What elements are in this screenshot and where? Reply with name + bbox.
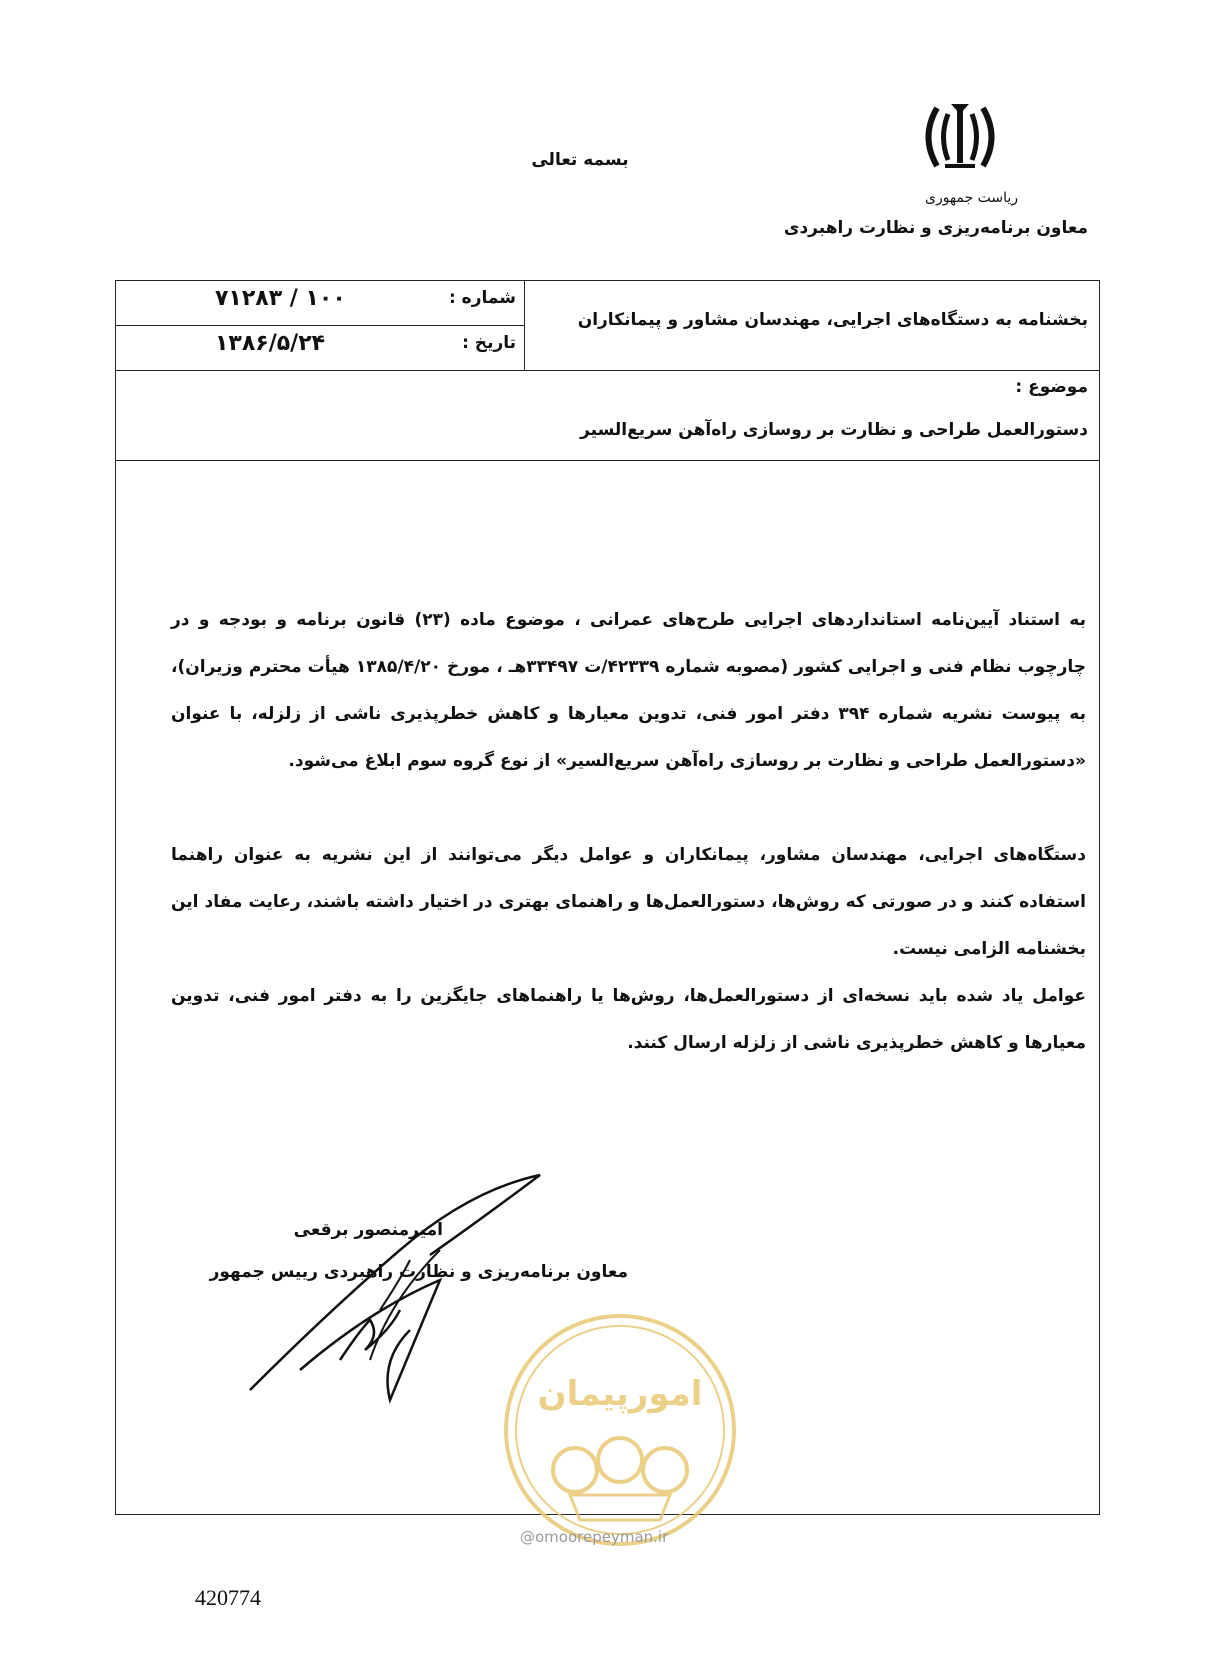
date-label: تاریخ : bbox=[462, 333, 516, 353]
iran-emblem-icon bbox=[915, 100, 1005, 175]
divider-line bbox=[115, 370, 1100, 371]
stamp-seal bbox=[500, 1310, 740, 1550]
body-paragraph-3: عوامل یاد شده باید نسخه‌ای از دستورالعمل‌ها، روش‌ها یا راهنماهای جایگزین را به دفتر امور فنی، تدوین معیارها و کاهش خطرپذیری ناشی از زلزله ارسال کنند. bbox=[171, 986, 1086, 1053]
number-date-divider bbox=[115, 325, 525, 326]
p1-before: به استناد آیین‌نامه استانداردهای اجرایی طرح‌های عمرانی ، موضوع ماده (۲۳) قانون برنامه و بودجه و در چارچوب نظام فنی و اجرایی کشور (مصوبه شماره ۴۲۳۳۹/ت ۳۳۴۹۷هـ ، مورخ ۱۳۸۵/۴/۲۰ هیأت محترم وزیران)، به پیوست نشریه شماره ۳۹۴ دفتر امور فنی، تدوین معیارها و کاهش خطرپذیری ناشی از زلزله، با عنوان « bbox=[171, 610, 1086, 771]
date-value: ۱۳۸۶/۵/۲۴ bbox=[215, 331, 326, 356]
divider-line bbox=[115, 460, 1100, 461]
deputy-office-title: معاون برنامه‌ریزی و نظارت راهبردی bbox=[783, 218, 1088, 238]
stamp-text: امورپیمان bbox=[537, 1374, 703, 1414]
p1-title: دستورالعمل طراحی و نظارت بر روسازی راه‌آهن سریع‌السیر bbox=[567, 751, 1076, 771]
presidency-label: ریاست جمهوری bbox=[924, 190, 1018, 206]
subject-text: دستورالعمل طراحی و نظارت بر روسازی راه‌آهن سریع‌السیر bbox=[580, 420, 1088, 440]
number-value: ۱۰۰ / ۷۱۲۸۳ bbox=[215, 286, 346, 311]
body-paragraph-1 bbox=[171, 597, 1086, 785]
subject-label: موضوع : bbox=[1015, 377, 1088, 397]
signer-name: امیرمنصور برقعی bbox=[293, 1220, 443, 1240]
signer-title: معاون برنامه‌ریزی و نظارت راهبردی رییس جمهور bbox=[209, 1262, 628, 1282]
document-id: 420774 bbox=[195, 1585, 261, 1610]
p1-after: » از نوع گروه سوم ابلاغ می‌شود. bbox=[288, 751, 568, 771]
watermark-at-icon: @ bbox=[520, 1528, 535, 1546]
besmeh-text: بسمه تعالی bbox=[531, 150, 629, 170]
body-paragraph-2: دستگاه‌های اجرایی، مهندسان مشاور، پیمانکاران و عوامل دیگر می‌توانند از این نشریه به عنوان راهنما استفاده کنند و در صورتی که روش‌ها، دستورالعمل‌ها و راهنمای بهتری در اختیار داشته باشند، رعایت مفاد این بخشنامه الزامی نیست. bbox=[171, 845, 1086, 959]
addressee: بخشنامه به دستگاه‌های اجرایی، مهندسان مشاور و پیمانکاران bbox=[577, 310, 1088, 330]
watermark-url: @omoorepeyman.ir bbox=[520, 1528, 669, 1546]
number-label: شماره : bbox=[448, 288, 516, 308]
